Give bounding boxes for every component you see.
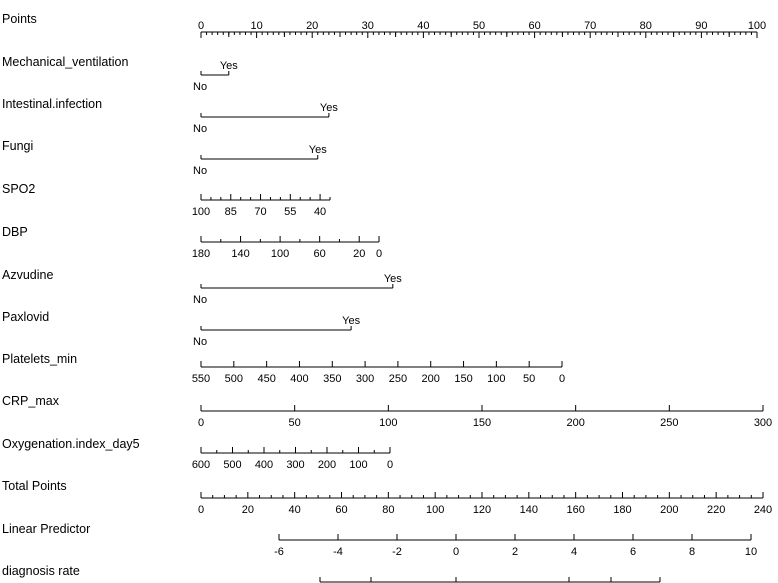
total-points-tick-label-6: 120 (472, 504, 492, 516)
total-points-tick-label-4: 80 (382, 504, 395, 516)
total-points-tick-label-1: 20 (241, 504, 254, 516)
row-label-diagnosis-rate: diagnosis rate (2, 564, 80, 578)
mechanical-ventilation-label-yes: Yes (219, 60, 238, 72)
crp-max-tick-label-3: 150 (472, 417, 492, 429)
total-points-tick-label-7: 140 (519, 504, 539, 516)
fungi-label-yes: Yes (308, 144, 327, 156)
dbp-tick-label-5: 0 (375, 248, 383, 260)
crp-max-tick-label-4: 200 (566, 417, 585, 429)
points-tick-label-0: 0 (197, 20, 205, 32)
linear-predictor-tick-label-7: 8 (688, 546, 696, 558)
dbp-tick-label-2: 100 (270, 248, 290, 260)
azvudine-label-no: No (193, 294, 208, 306)
intestinal-infection-label-yes: Yes (319, 102, 338, 114)
row-label-azvudine: Azvudine (2, 268, 54, 282)
oxygenation-index-day5-tick-label-3: 300 (286, 459, 305, 471)
linear-predictor-tick-label-0: -6 (274, 546, 284, 558)
row-label-intestinal-infection: Intestinal.infection (2, 97, 103, 111)
azvudine-label-yes: Yes (383, 273, 402, 285)
paxlovid-label-yes: Yes (342, 315, 361, 327)
platelets-min-tick-label-10: 50 (523, 373, 536, 385)
points-tick-label-10: 100 (747, 20, 767, 32)
paxlovid-label-no: No (193, 336, 208, 348)
points-tick-label-3: 30 (361, 20, 374, 32)
oxygenation-index-day5-tick-label-0: 600 (191, 459, 211, 471)
spo2-tick-label-4: 40 (313, 206, 327, 218)
mechanical-ventilation-label-no: No (193, 81, 208, 93)
linear-predictor-tick-label-4: 2 (511, 546, 519, 558)
dbp-tick-label-0: 180 (191, 248, 211, 260)
row-label-spo2: SPO2 (2, 182, 36, 196)
total-points-tick-label-11: 220 (706, 504, 726, 516)
spo2-tick-label-0: 100 (191, 206, 211, 218)
points-tick-label-2: 20 (306, 20, 319, 32)
row-label-dbp: DBP (2, 225, 28, 239)
dbp-tick-label-1: 140 (231, 248, 250, 260)
intestinal-infection-label-no: No (193, 123, 208, 135)
row-label-mechanical-ventilation: Mechanical_ventilation (2, 55, 129, 69)
platelets-min-tick-label-0: 550 (191, 373, 211, 385)
points-tick-label-7: 70 (584, 20, 597, 32)
oxygenation-index-day5-tick-label-6: 0 (386, 459, 394, 471)
total-points-tick-label-3: 60 (335, 504, 348, 516)
platelets-min-tick-label-9: 100 (487, 373, 506, 385)
platelets-min-tick-label-1: 500 (224, 373, 243, 385)
spo2-tick-label-3: 55 (284, 206, 297, 218)
points-tick-label-4: 40 (417, 20, 430, 32)
row-label-linear-predictor: Linear Predictor (2, 522, 91, 536)
total-points-tick-label-2: 40 (288, 504, 301, 516)
row-label-fungi: Fungi (2, 139, 34, 153)
total-points-tick-label-9: 180 (613, 504, 632, 516)
row-label-platelets-min: Platelets_min (2, 352, 78, 366)
row-label-oxygenation-index-day5: Oxygenation.index_day5 (2, 437, 140, 451)
points-tick-label-1: 10 (250, 20, 263, 32)
total-points-tick-label-5: 100 (425, 504, 445, 516)
linear-predictor-tick-label-5: 4 (570, 546, 578, 558)
spo2-tick-label-1: 85 (224, 206, 237, 218)
dbp-tick-label-4: 20 (353, 248, 366, 260)
crp-max-tick-label-0: 0 (197, 417, 205, 429)
fungi-label-no: No (193, 165, 208, 177)
points-tick-label-9: 90 (695, 20, 708, 32)
platelets-min-tick-label-8: 150 (454, 373, 473, 385)
points-tick-label-8: 80 (639, 20, 652, 32)
platelets-min-tick-label-6: 250 (388, 373, 408, 385)
linear-predictor-tick-label-1: -4 (333, 546, 343, 558)
platelets-min-tick-label-2: 450 (257, 373, 276, 385)
total-points-tick-label-12: 240 (753, 504, 773, 516)
platelets-min-tick-label-11: 0 (558, 373, 566, 385)
row-label-total-points: Total Points (2, 479, 67, 493)
row-label-crp-max: CRP_max (2, 394, 59, 408)
linear-predictor-tick-label-2: -2 (392, 546, 402, 558)
platelets-min-tick-label-3: 400 (290, 373, 309, 385)
points-tick-label-6: 60 (528, 20, 541, 32)
crp-max-tick-label-6: 300 (753, 417, 773, 429)
oxygenation-index-day5-tick-label-4: 200 (317, 459, 337, 471)
points-tick-label-5: 50 (472, 20, 486, 32)
platelets-min-tick-label-5: 300 (355, 373, 375, 385)
platelets-min-tick-label-7: 200 (421, 373, 440, 385)
dbp-tick-label-3: 60 (313, 248, 326, 260)
total-points-tick-label-0: 0 (197, 504, 205, 516)
oxygenation-index-day5-tick-label-2: 400 (254, 459, 274, 471)
total-points-tick-label-8: 160 (566, 504, 585, 516)
linear-predictor-tick-label-6: 6 (629, 546, 637, 558)
linear-predictor-tick-label-8: 10 (744, 546, 758, 558)
linear-predictor-tick-label-3: 0 (452, 546, 460, 558)
crp-max-tick-label-1: 50 (288, 417, 301, 429)
crp-max-tick-label-5: 250 (660, 417, 679, 429)
total-points-tick-label-10: 200 (660, 504, 679, 516)
row-label-paxlovid: Paxlovid (2, 310, 50, 324)
platelets-min-tick-label-4: 350 (323, 373, 342, 385)
crp-max-tick-label-2: 100 (379, 417, 398, 429)
oxygenation-index-day5-tick-label-5: 100 (349, 459, 368, 471)
row-label-points: Points (2, 12, 37, 26)
oxygenation-index-day5-tick-label-1: 500 (223, 459, 242, 471)
spo2-tick-label-2: 70 (254, 206, 267, 218)
